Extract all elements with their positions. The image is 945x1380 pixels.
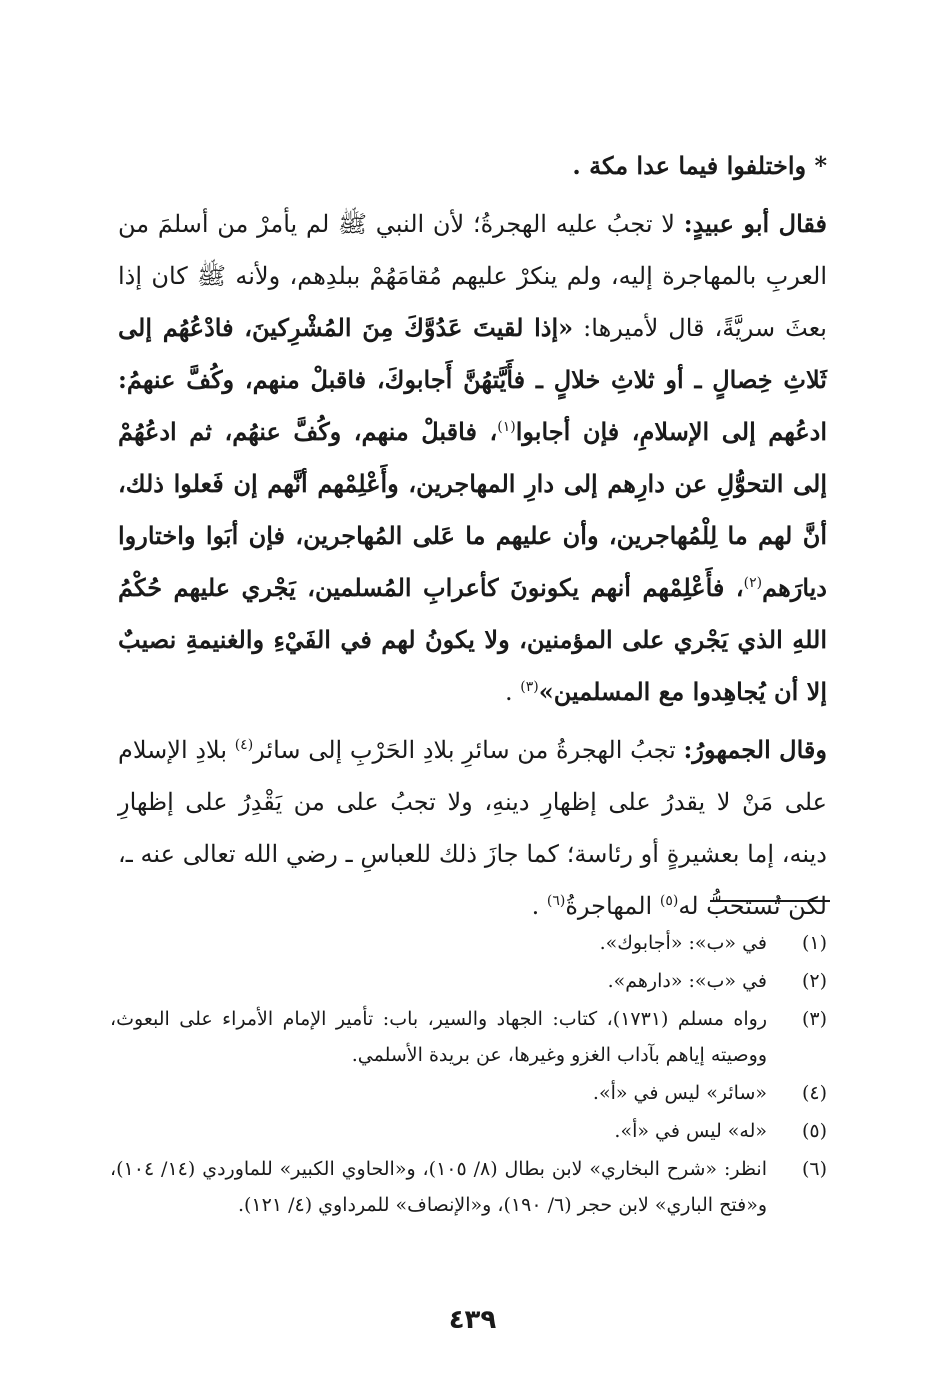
footnote-text: «سائر» ليس في «أ». <box>592 1082 767 1104</box>
speaker-label: وقال الجمهورُ: <box>683 735 827 764</box>
footnote-item <box>110 925 827 961</box>
footnote-text: رواه مسلم (١٧٣١)، كتاب: الجهاد والسير، باب: تأمير الإمام الأمراء على البعوث، ووصيته إياهم بآداب الغزو وغيرها، عن بريدة الأسلمي. <box>110 1008 767 1066</box>
page-number: ٤٣٩ <box>448 1305 497 1335</box>
paragraph-text: تجبُ الهجرةُ من سائرِ بلادِ الحَرْبِ إلى سائر <box>253 736 684 764</box>
footnote-item <box>110 1001 827 1073</box>
footnote-ref-5[interactable]: (٥) <box>659 893 679 909</box>
footnote-number: (٣) <box>801 1008 827 1030</box>
footnote-number: (٥) <box>801 1120 827 1142</box>
footnote-ref-6[interactable]: (٦) <box>546 893 566 909</box>
footnote-number: (٢) <box>801 970 827 992</box>
main-text <box>118 140 827 932</box>
footnote-text: في «ب»: «دارهم». <box>607 970 767 992</box>
footnote-number: (٤) <box>801 1082 827 1104</box>
footnote-ref-3[interactable]: (٣) <box>520 679 539 695</box>
paragraph-abu-ubaid <box>118 198 827 718</box>
hadith-quote: ، فأَعْلِمْهم أنهم يكونونَ كأعرابِ المُسلمين، يَجْري عليهم حُكْمُ اللهِ الذي يَجْري على المؤمنين، ولا يكونُ لهم في الفَيْءِ والغنيمةِ نصيبٌ إلا أن يُجاهِدوا مع المسلمين» <box>118 573 827 706</box>
footnote-number: (٦) <box>801 1158 827 1180</box>
footnote-number: (١) <box>801 932 827 954</box>
section-heading: * واختلفوا فيما عدا مكة . <box>572 151 827 180</box>
footnote-item <box>110 1075 827 1111</box>
footnote-item <box>110 1113 827 1149</box>
paragraph-end: . <box>531 892 547 920</box>
paragraph-text: بلادِ الإسلام على مَنْ لا يقدرُ على إظهارِ دينهِ، ولا تجبُ على من يَقْدِرُ على إظهارِ دينه، إما بعشيرةٍ أو رئاسة؛ كما جازَ ذلك للعباسِ ـ رضي الله تعالى عنه ـ، لكن تُستحبُّ له <box>118 736 827 920</box>
hadith-quote: ، فاقبلْ منهم، وكُفَّ عنهُم، ثم ادعُهُمْ إلى التحوُّلِ عن دارِهم إلى دارِ المهاجرين، وأَعْلِمْهم أنَّهم إن فَعلوا ذلك، أنَّ لهم ما لِلْمُهاجرين، وأن عليهم ما عَلى المُهاجرين، فإن أبَوا واختاروا ديارَهم <box>118 417 828 602</box>
footnote-ref-2[interactable]: (٢) <box>743 575 763 591</box>
footnote-item <box>110 963 827 999</box>
footnote-text: «له» ليس في «أ». <box>614 1120 767 1142</box>
paragraph-text: المهاجرةُ <box>565 892 660 920</box>
footnote-item <box>110 1151 827 1223</box>
paragraph-end: . <box>504 678 521 706</box>
footnotes-section <box>110 925 827 1225</box>
footnote-ref-1[interactable]: (١) <box>497 419 516 435</box>
paragraph-text: لا تجبُ عليه الهجرةُ؛ لأن النبي ﷺ لم يأمرْ من أسلمَ من العربِ بالمهاجرة إليه، ولم ينكرْ عليهم مُقامَهُمْ ببلدِهم، ولأنه ﷺ كان إذا بعثَ سريَّةً، قال لأميرها: <box>118 210 827 342</box>
hadith-quote: «إذا لقيتَ عَدُوَّكَ مِنَ المُشْرِكينَ، فادْعُهُم إلى ثَلاثِ خِصالٍ ـ أو ثلاثِ خلالٍ ـ فأَيَّتهُنَّ أَجابوكَ، فاقبلْ منهم، وكُفَّ عنهمُ: ادعُهم إلى الإسلامِ، فإن أجابوا <box>118 313 828 446</box>
footnote-ref-4[interactable]: (٤) <box>234 737 254 753</box>
footnote-text: في «ب»: «أجابوك». <box>599 932 767 954</box>
speaker-label: فقال أبو عبيدٍ: <box>683 209 827 238</box>
footnote-text: انظر: «شرح البخاري» لابن بطال (٨/ ١٠٥)، و«الحاوي الكبير» للماوردي (١٤/ ١٠٤)، و«فتح الباري» لابن حجر (٦/ ١٩٠)، و«الإنصاف» للمرداوي (٤/ ١٢١). <box>110 1158 767 1216</box>
footnote-divider <box>710 900 830 902</box>
